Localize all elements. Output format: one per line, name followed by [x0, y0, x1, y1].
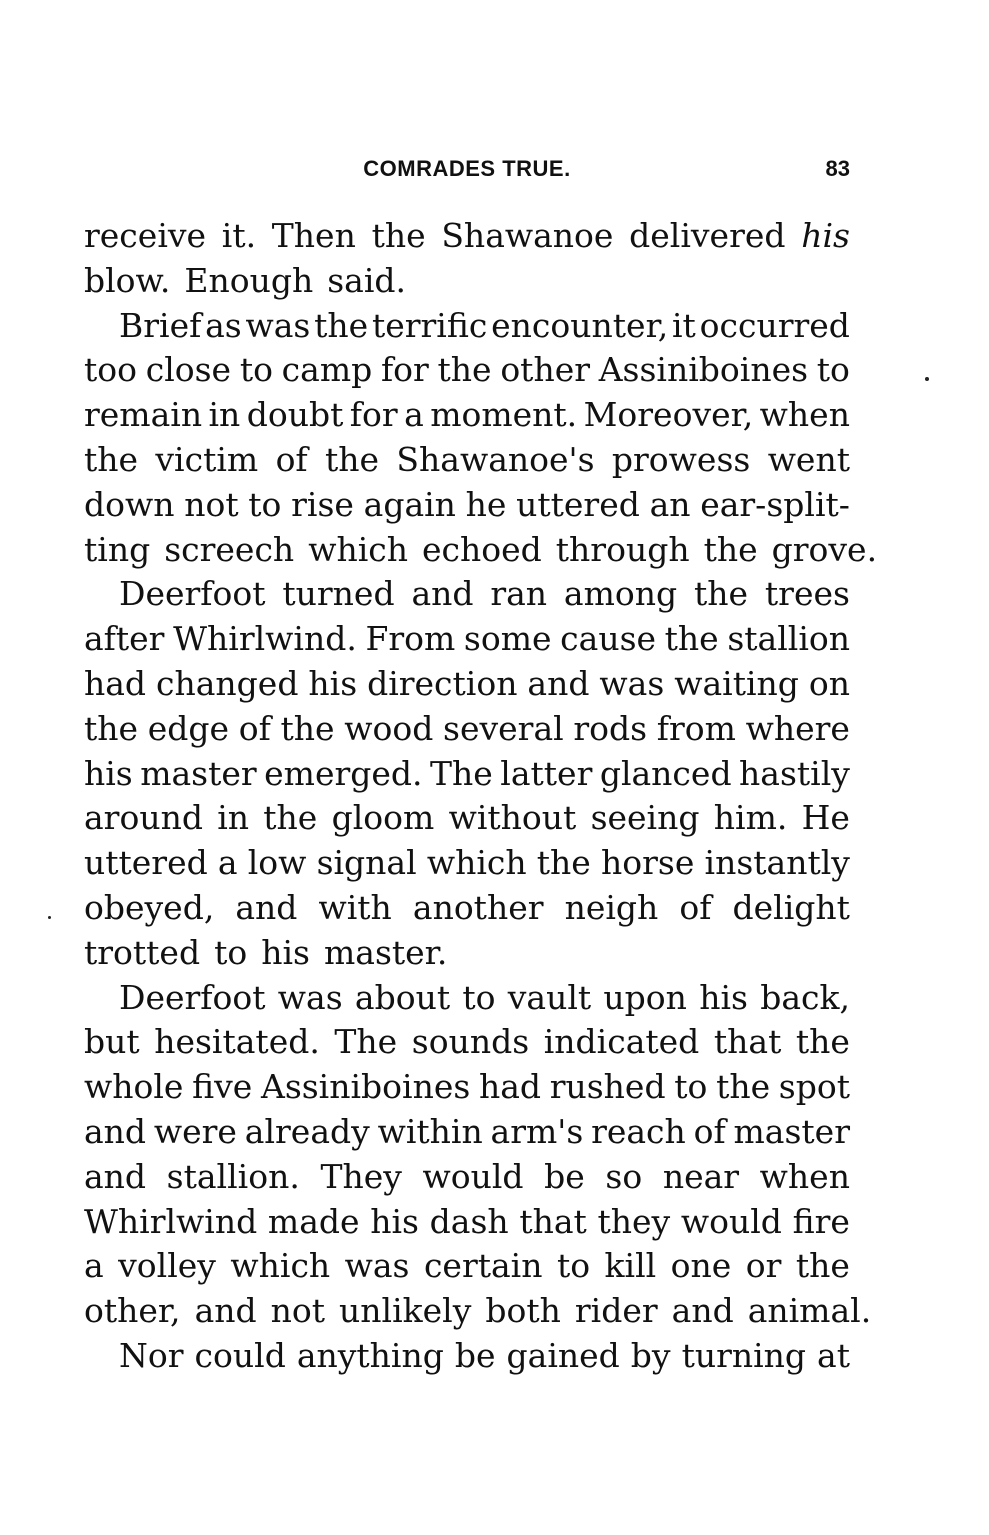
word: uttered	[84, 843, 208, 883]
word: and	[84, 1111, 147, 1151]
word: a	[217, 843, 238, 883]
word: neigh	[564, 887, 659, 927]
word: to	[214, 932, 248, 972]
word: other,	[84, 1291, 181, 1331]
word: ear-split-	[700, 484, 850, 524]
text-line	[84, 1110, 850, 1155]
word: The	[334, 1022, 398, 1062]
text-line	[84, 214, 850, 259]
text-line	[84, 1334, 850, 1379]
word: spot	[778, 1067, 850, 1107]
word: Whirlwind	[84, 1201, 258, 1241]
word: low	[247, 843, 307, 883]
word: Shawanoe's	[396, 439, 595, 479]
word: and	[194, 1291, 257, 1331]
word: vault	[507, 977, 592, 1017]
word: the	[795, 1246, 850, 1286]
word: turned	[282, 574, 395, 614]
word: already	[244, 1111, 370, 1151]
word: Deerfoot	[119, 977, 266, 1017]
word: close	[145, 350, 232, 390]
word: his	[801, 216, 850, 255]
word: when	[759, 395, 850, 435]
word: rider	[574, 1291, 658, 1331]
word: Whirlwind.	[173, 619, 357, 659]
word: horse	[600, 843, 695, 883]
word: Nor	[119, 1335, 184, 1375]
word: said.	[327, 260, 406, 300]
word: be	[454, 1335, 496, 1375]
word: his	[699, 977, 748, 1017]
word: reach	[591, 1111, 686, 1151]
word: could	[194, 1335, 286, 1375]
word: him.	[713, 798, 788, 838]
word: doubt	[246, 395, 344, 435]
word: moment.	[430, 395, 578, 435]
word: to	[674, 1067, 708, 1107]
word: stallion.	[166, 1156, 300, 1196]
word: delivered	[629, 216, 786, 255]
word: or	[745, 1246, 782, 1286]
word: kill	[604, 1246, 657, 1286]
word: gloom	[331, 798, 435, 838]
word: the	[795, 1022, 850, 1062]
word: with	[318, 887, 392, 927]
word: master	[733, 1111, 850, 1151]
word: wood	[344, 708, 434, 748]
text-line	[84, 528, 878, 573]
text-line	[84, 976, 850, 1021]
print-speck	[48, 916, 51, 919]
word: which	[230, 1246, 331, 1286]
word: near	[662, 1156, 740, 1196]
word: Then	[271, 216, 356, 255]
text-line	[84, 796, 850, 841]
word: to	[556, 1246, 591, 1286]
word: about	[354, 977, 451, 1017]
word: of	[238, 708, 271, 748]
word: be	[544, 1156, 585, 1196]
word: He	[801, 798, 850, 838]
word: from	[656, 708, 736, 748]
word: anything	[296, 1335, 444, 1375]
word: encounter,	[491, 305, 669, 345]
word: an	[649, 484, 691, 524]
word: by	[630, 1335, 671, 1375]
word: dash	[429, 1201, 509, 1241]
word: for	[349, 395, 398, 435]
word: in	[208, 395, 241, 435]
word: They	[320, 1156, 402, 1196]
word: the	[703, 529, 758, 569]
word: terrific	[371, 305, 488, 345]
word: remain	[84, 395, 203, 435]
word: another	[412, 887, 544, 927]
text-line	[84, 841, 850, 886]
word: both	[485, 1291, 561, 1331]
word: seeing	[590, 798, 700, 838]
word: volley	[118, 1246, 216, 1286]
word: the	[325, 439, 380, 479]
word: around	[84, 798, 203, 838]
word: he	[465, 484, 507, 524]
word: prowess	[611, 439, 751, 479]
word: screech	[164, 529, 295, 569]
word: were	[153, 1111, 237, 1151]
word: his	[261, 932, 310, 972]
word: Moreover,	[583, 395, 754, 435]
word: of	[693, 1111, 726, 1151]
word: after	[84, 619, 165, 659]
word: receive	[84, 216, 207, 255]
word: gained	[506, 1335, 620, 1375]
word: From	[365, 619, 456, 659]
text-line	[84, 931, 850, 976]
text-line	[84, 1289, 872, 1334]
word: waiting	[674, 663, 799, 703]
word: animal.	[747, 1291, 872, 1331]
text-line	[84, 662, 850, 707]
word: went	[767, 439, 850, 479]
word: the	[84, 708, 139, 748]
word: ting	[84, 529, 151, 569]
word: the	[280, 708, 335, 748]
word: would	[422, 1156, 524, 1196]
text-line	[84, 1244, 850, 1289]
text-line	[84, 483, 850, 528]
word: cause	[560, 619, 657, 659]
word: grove.	[771, 529, 878, 569]
text-line	[84, 304, 850, 349]
word: in	[217, 798, 250, 838]
word: glanced	[599, 753, 732, 793]
word: the	[664, 619, 719, 659]
word: for	[380, 350, 429, 390]
word: occurred	[699, 305, 850, 345]
word: upon	[603, 977, 687, 1017]
word: the	[84, 439, 139, 479]
word: when	[759, 1156, 850, 1196]
word: turning	[681, 1335, 807, 1375]
text-line	[84, 259, 850, 304]
word: within	[377, 1111, 483, 1151]
word: camp	[281, 350, 373, 390]
word: rushed	[549, 1067, 666, 1107]
word: Enough	[184, 260, 314, 300]
word: victim	[155, 439, 259, 479]
word: sounds	[411, 1022, 530, 1062]
word: Deerfoot	[119, 574, 266, 614]
word: which	[308, 529, 408, 569]
word: to	[462, 977, 496, 1017]
word: some	[463, 619, 552, 659]
word: the	[694, 574, 749, 614]
word: emerged.	[264, 753, 423, 793]
word: several	[443, 708, 564, 748]
word: the	[536, 843, 591, 883]
word: not	[184, 484, 239, 524]
word: of	[275, 439, 308, 479]
word: arm's	[490, 1111, 584, 1151]
word: changed	[156, 663, 299, 703]
word: to	[239, 350, 273, 390]
word: too	[84, 350, 137, 390]
word: the	[314, 305, 369, 345]
word: and	[527, 663, 590, 703]
word: but	[84, 1022, 140, 1062]
text-line	[84, 1065, 850, 1110]
word: Assiniboines	[260, 1067, 471, 1107]
word: instantly	[704, 843, 850, 883]
page-number: 83	[825, 156, 850, 181]
word: on	[808, 663, 850, 703]
word: so	[605, 1156, 643, 1196]
word: ran	[490, 574, 548, 614]
word: was	[599, 663, 665, 703]
word: among	[563, 574, 678, 614]
word: it.	[221, 216, 257, 255]
word: master.	[323, 932, 448, 972]
word: at	[817, 1335, 850, 1375]
word: a	[84, 1246, 104, 1286]
text-line	[84, 886, 850, 931]
word: and	[411, 574, 474, 614]
word: was	[277, 977, 343, 1017]
word: a	[404, 395, 424, 435]
text-line	[84, 1200, 850, 1245]
word: fire	[792, 1201, 850, 1241]
word: to	[816, 350, 850, 390]
text-line	[84, 572, 850, 617]
text-line	[84, 438, 850, 483]
word: trees	[764, 574, 850, 614]
running-title: COMRADES TRUE.	[363, 156, 571, 181]
word: whole	[84, 1067, 184, 1107]
word: was	[344, 1246, 410, 1286]
word: again	[363, 484, 456, 524]
word: the	[716, 1067, 771, 1107]
word: through	[555, 529, 690, 569]
word: the	[437, 350, 492, 390]
word: obeyed,	[84, 887, 215, 927]
word: down	[84, 484, 175, 524]
text-line	[84, 1155, 850, 1200]
word: unlikely	[339, 1291, 472, 1331]
word: hastily	[739, 753, 850, 793]
word: as	[205, 305, 242, 345]
word: had	[478, 1067, 542, 1107]
word: and	[671, 1291, 734, 1331]
word: the	[371, 216, 426, 255]
running-head	[84, 156, 850, 192]
word: rods	[573, 708, 648, 748]
word: and	[235, 887, 298, 927]
word: where	[745, 708, 850, 748]
word: of	[679, 887, 712, 927]
word: rise	[291, 484, 354, 524]
text-line	[84, 752, 850, 797]
word: to	[248, 484, 282, 524]
body-text	[84, 214, 878, 1379]
word: edge	[147, 708, 230, 748]
word: without	[448, 798, 577, 838]
word: would	[680, 1201, 782, 1241]
word: which	[426, 843, 527, 883]
word: blow.	[84, 260, 171, 300]
word: master	[140, 753, 257, 793]
word: certain	[423, 1246, 543, 1286]
word: back,	[760, 977, 850, 1017]
word: trotted	[84, 932, 201, 972]
text-line	[84, 707, 850, 752]
word: uttered	[516, 484, 640, 524]
word: his	[370, 1201, 419, 1241]
word: that	[713, 1022, 782, 1062]
word: the	[263, 798, 318, 838]
text-line	[84, 1020, 850, 1065]
word: other	[500, 350, 590, 390]
text-line	[84, 617, 850, 662]
word: it	[672, 305, 696, 345]
word: had	[84, 663, 147, 703]
text-line	[84, 393, 850, 438]
word: one	[670, 1246, 732, 1286]
word: echoed	[422, 529, 542, 569]
word: latter	[500, 753, 593, 793]
word: was	[245, 305, 311, 345]
word: indicated	[543, 1022, 700, 1062]
word: signal	[316, 843, 417, 883]
word: Assiniboines	[598, 350, 809, 390]
word: hesitated.	[154, 1022, 320, 1062]
word: made	[267, 1201, 360, 1241]
word: his	[308, 663, 358, 703]
word: Brief	[119, 305, 202, 345]
text-line	[84, 348, 850, 393]
word: and	[84, 1156, 147, 1196]
word: Shawanoe	[441, 216, 614, 255]
word: stallion	[727, 619, 850, 659]
word: that	[519, 1201, 587, 1241]
word: his	[84, 753, 133, 793]
word: they	[597, 1201, 671, 1241]
word: five	[192, 1067, 253, 1107]
word: not	[270, 1291, 326, 1331]
word: direction	[367, 663, 518, 703]
print-speck	[925, 377, 929, 381]
word: delight	[732, 887, 850, 927]
word: The	[430, 753, 493, 793]
